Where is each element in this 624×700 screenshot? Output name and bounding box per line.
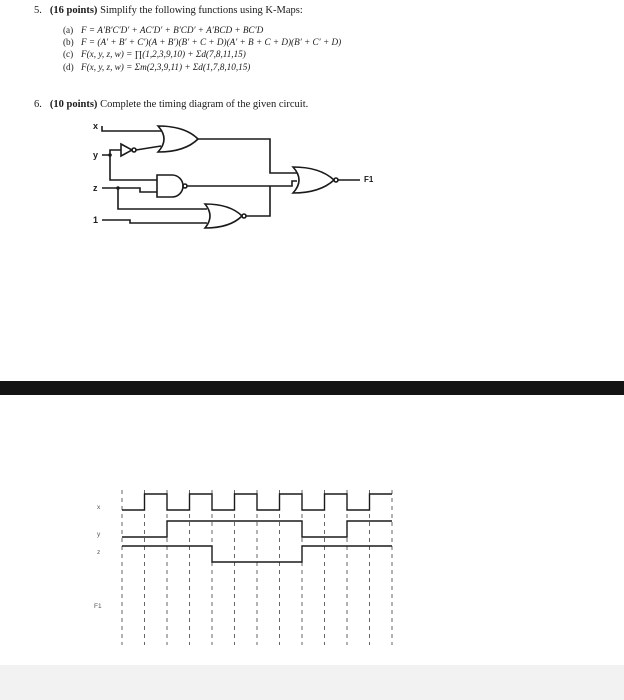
bottom-band xyxy=(0,665,624,700)
part-b-label: (b) xyxy=(63,37,74,48)
part-b-expr: F = (A′ + B′ + C′)(A + B′)(B′ + C + D)(A′ + B + C + D)(B′ + C′ + D) xyxy=(81,37,342,48)
circuit-input-one: 1 xyxy=(93,215,99,225)
part-d-label: (d) xyxy=(63,61,74,72)
timing-label-f1: F1 xyxy=(94,603,102,610)
timing-label-z: z xyxy=(97,549,101,556)
question-6-points: (10 points) xyxy=(49,99,98,110)
timing-label-x: x xyxy=(97,504,101,511)
question-5-points: (16 points) xyxy=(49,5,98,16)
circuit-input-z: z xyxy=(93,183,98,193)
question-6-text: Complete the timing diagram of the given circuit. xyxy=(100,99,309,110)
question-6-number: 6. xyxy=(34,99,42,110)
circuit-output-f1: F1 xyxy=(364,175,374,184)
part-c-expr: F(x, y, z, w) = ∏(1,2,3,9,10) + Σd(7,8,11,15) xyxy=(81,49,246,60)
waveform-x xyxy=(122,494,392,510)
timing-label-y: y xyxy=(97,531,101,538)
part-d-expr: F(x, y, z, w) = Σm(2,3,9,11) + Σd(1,7,8,10,15) xyxy=(81,61,251,72)
circuit-input-x: x xyxy=(93,121,99,131)
question-5-number: 5. xyxy=(34,5,42,16)
part-a-expr: F = A′B′C′D′ + AC′D′ + B′CD′ + A′BCD + BC′D xyxy=(81,25,264,35)
part-a-label: (a) xyxy=(63,25,74,35)
timing-waveforms xyxy=(122,494,392,562)
part-c-label: (c) xyxy=(63,49,74,60)
circuit-input-y: y xyxy=(93,150,99,160)
question-5-text: Simplify the following functions using K-Maps: xyxy=(100,5,303,16)
timing-dashed-grid xyxy=(122,490,392,645)
